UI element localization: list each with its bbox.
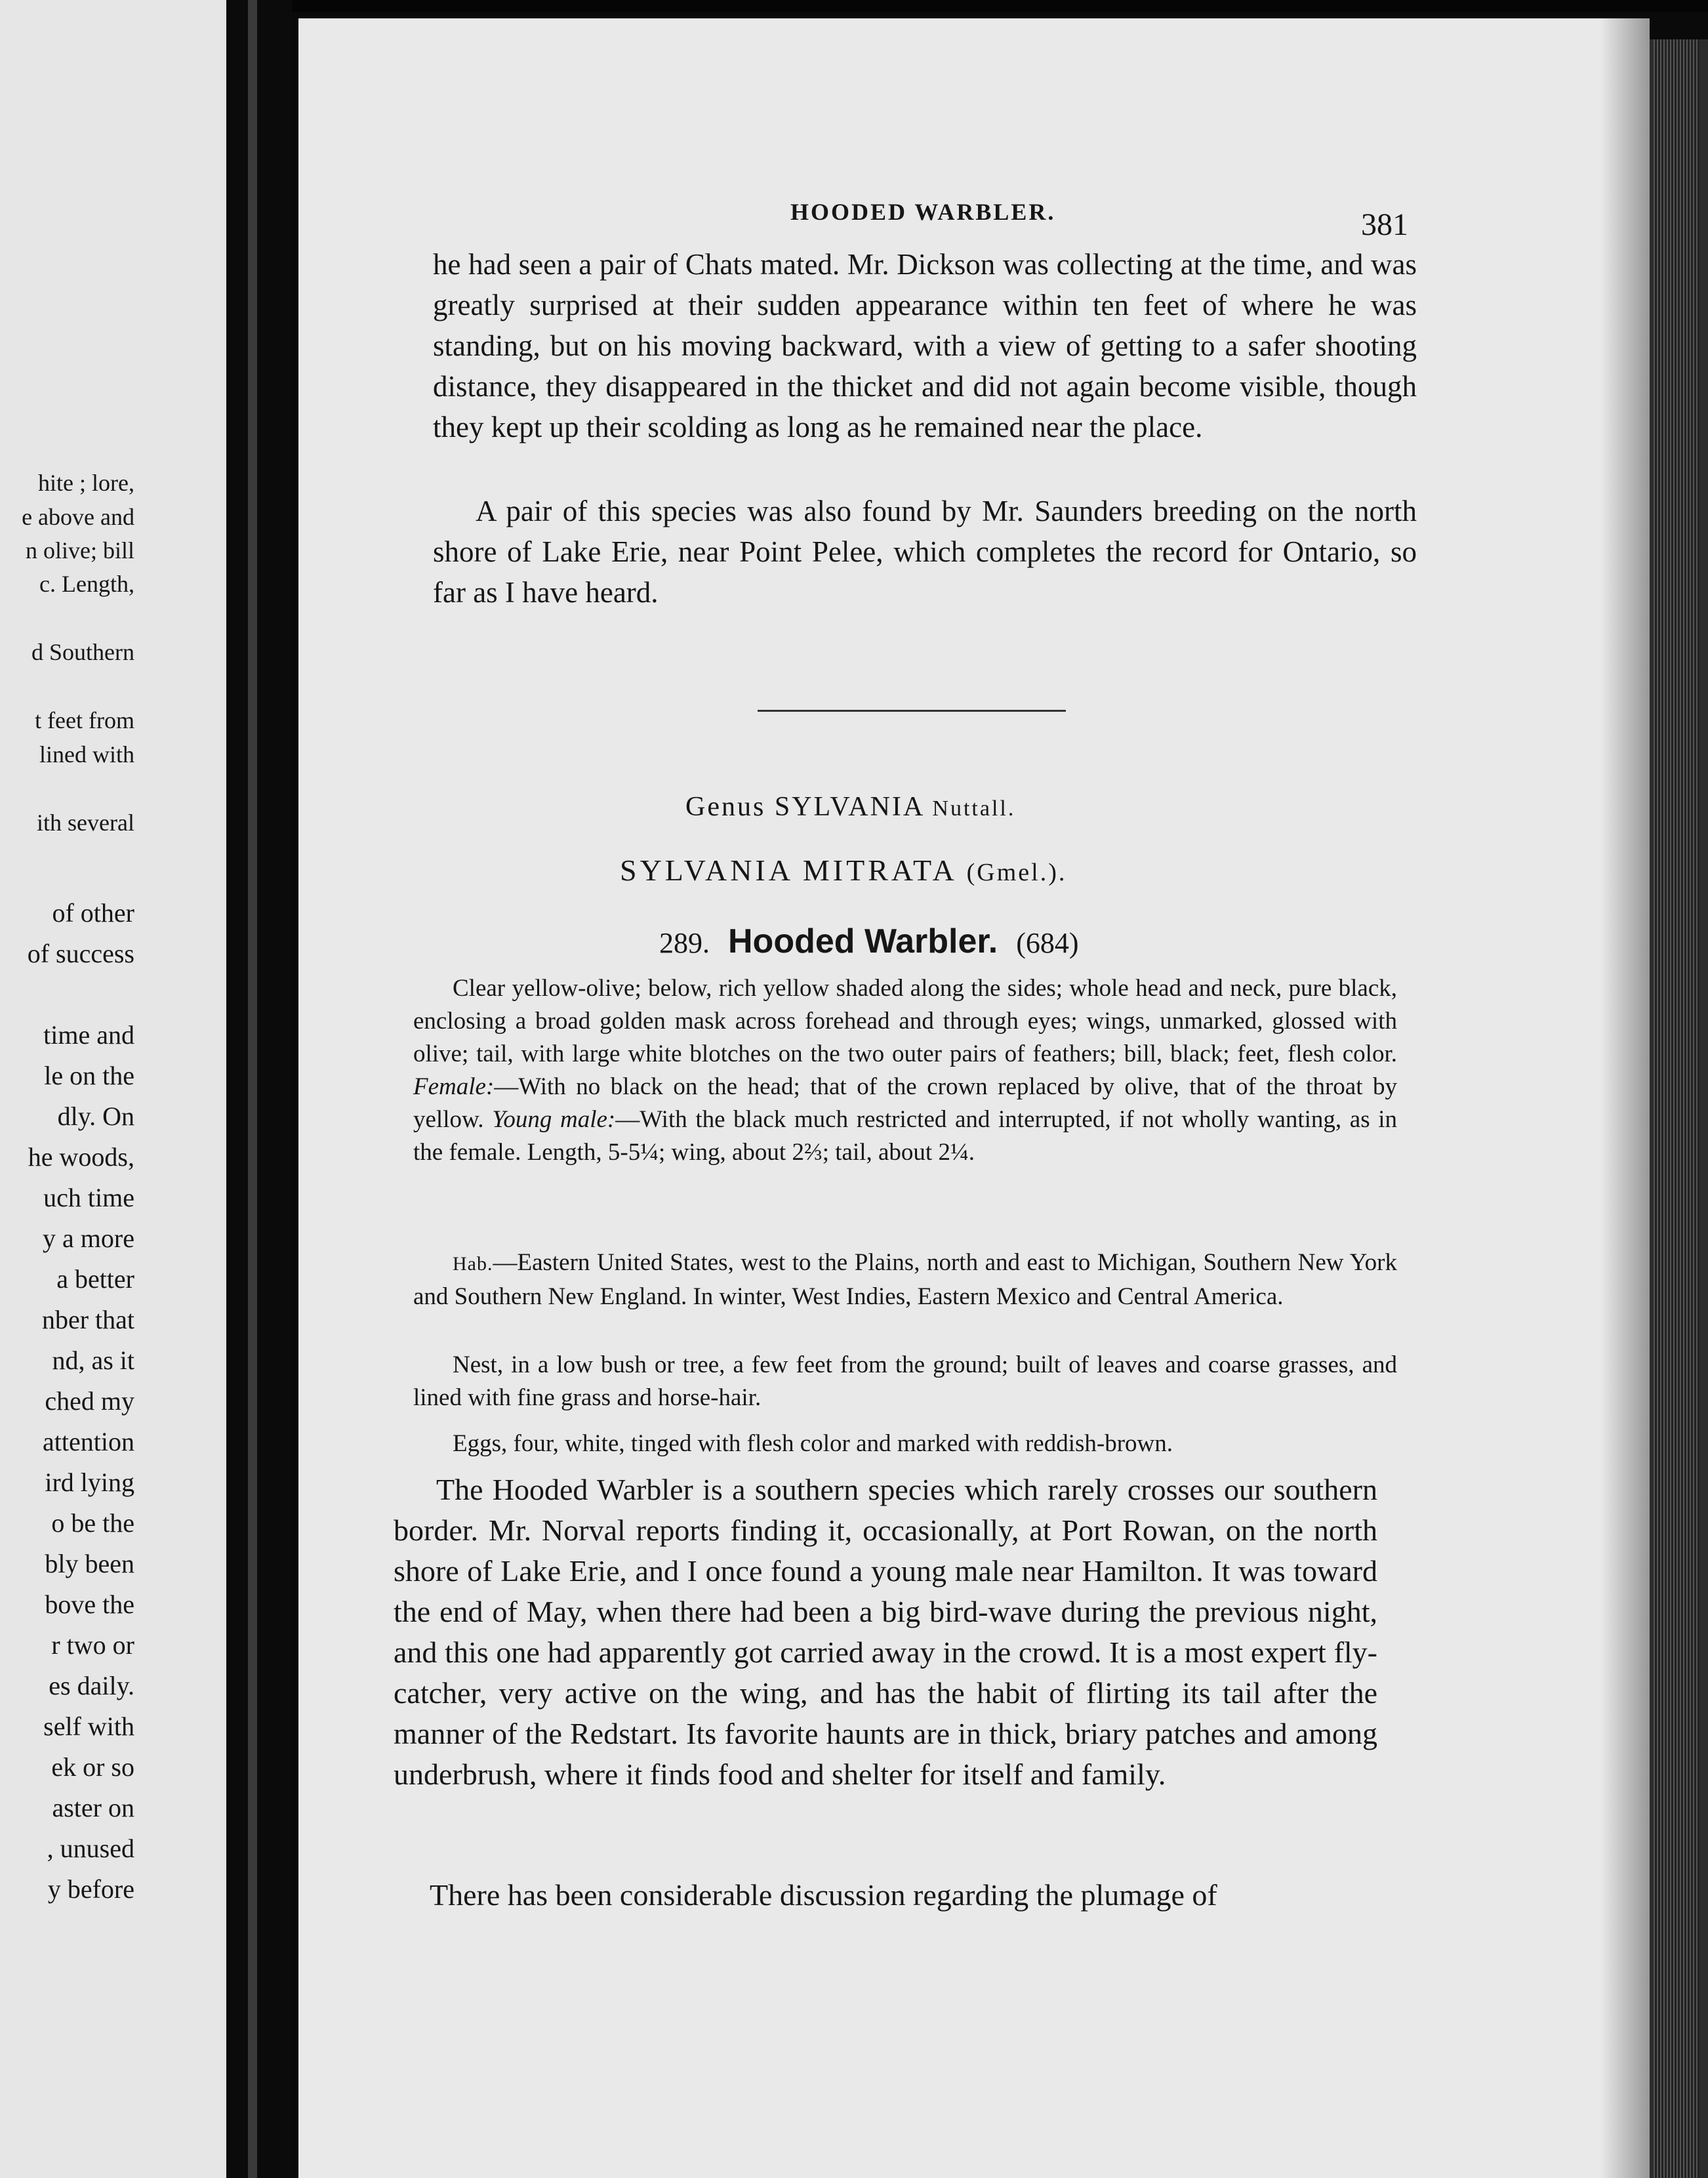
left-page-fragment: attention [43,1427,134,1456]
left-page-fragment: ek or so [51,1752,134,1782]
left-page-fragment: bly been [45,1549,134,1578]
female-description: —With no black on the head; that of the crown replaced by olive, that of the throat by yellow. [413,1073,1397,1133]
left-page-fragment: ched my [45,1386,134,1416]
left-page-fragment: y before [47,1874,134,1904]
left-page-fragment: uch time [43,1183,134,1212]
section-divider [758,710,1066,712]
page-shadow [1600,18,1650,2178]
nest-paragraph: Nest, in a low bush or tree, a few feet from the ground; built of leaves and coarse grasses, and lined with fine grass and horse-hair. [413,1351,1397,1411]
young-male-label: Young male: [492,1106,616,1133]
genus-name: SYLVANIA [774,792,924,822]
left-page-fragment: time and [43,1020,134,1050]
left-page-fragment: lined with [39,741,134,768]
running-header: HOODED WARBLER. [790,199,1056,225]
plumage-description: Clear yellow-olive; below, rich yellow shaded along the sides; whole head and neck, pure black, enclosing a broad golden mask across forehead and through eyes; wings, unmarked, glossed with olive; tail, with large white blotches on the two outer pairs of feathers; bill, black; feet, flesh color. [413,975,1397,1067]
book-gutter [226,0,292,2178]
aou-code: (684) [1016,927,1079,959]
genus-author: Nuttall. [932,796,1016,821]
species-description [413,972,1397,1169]
body-paragraph: The Hooded Warbler is a southern species which rarely crosses our southern border. Mr. Norval reports finding it, occasionally, at Port Rowan, on the north shore of Lake Erie, and I once found a young male near Hamilton. It was toward the end of May, when there had been a big bird-wave during the previous night, and this one had apparently got carried away in the crowd. It is a most expert fly-catcher, very active on the wing, and has the habit of flirting its tail after the manner of the Redstart. Its favorite haunts are in thick, briary patches and among underbrush, where it finds food and shelter for itself and family. [394,1473,1377,1791]
young-male-description: —With the black much restricted and interrupted, if not wholly wanting, as in the female. Length, 5-5¼; wing, about 2⅔; tail, about 2¼. [413,1106,1398,1166]
left-page-fragment: es daily. [49,1671,134,1700]
left-page-fragment: nber that [41,1305,134,1334]
female-label: Female: [413,1073,495,1100]
page-edge [1650,39,1708,2178]
entry-number: 289. [659,927,710,959]
left-page-fragment: hite ; lore, [38,470,134,496]
left-page-fragment: dly. On [57,1101,134,1131]
habitat-text: —Eastern United States, west to the Plains, north and east to Michigan, Southern New York and Southern New England. In winter, West Indies, Eastern Mexico and Central America. [413,1249,1397,1310]
body-paragraph: There has been considerable discussion regarding the plumage of [430,1878,1217,1912]
gutter-highlight [248,0,257,2178]
species-heading [620,853,1067,888]
left-page-fragment: d Southern [31,639,134,665]
species-author: (Gmel.). [966,859,1067,886]
species-name: SYLVANIA MITRATA [620,853,956,887]
left-page-fragment: o be the [51,1508,134,1538]
genus-word: Genus [685,792,766,822]
left-page-fragment: r two or [51,1630,134,1660]
left-page-fragment: self with [43,1712,134,1741]
left-page-fragment: of success [27,939,134,968]
eggs-paragraph: Eggs, four, white, tinged with flesh color and marked with reddish-brown. [453,1430,1173,1457]
left-facing-page [0,0,226,2178]
left-page-fragment: aster on [52,1793,134,1822]
left-page-fragment: , unused [47,1834,134,1863]
left-page-fragment: le on the [44,1061,134,1090]
left-page-fragment: e above and [22,504,134,530]
left-page-fragment: he woods, [28,1142,134,1172]
left-page-fragment: a better [56,1264,134,1294]
left-page-fragment: nd, as it [52,1346,134,1375]
genus-heading [685,791,1015,823]
page-number: 381 [1361,207,1408,242]
left-page-fragment: bove the [45,1590,134,1619]
left-page-fragment: ird lying [45,1468,134,1497]
continued-paragraph: A pair of this species was also found by Mr. Saunders breeding on the north shore of Lake Erie, near Point Pelee, which completes the record for Ontario, so far as I have heard. [433,495,1417,609]
species-entry-heading [659,922,1079,961]
habitat-label: Hab. [453,1253,493,1275]
left-page-fragment: t feet from [35,707,134,733]
left-page-fragment: ith several [37,810,134,836]
continued-paragraph: he had seen a pair of Chats mated. Mr. Dickson was collecting at the time, and was greatly surprised at their sudden appearance within ten feet of where he was standing, but on his moving backward, with a view of getting to a safer shooting distance, they disappeared in the thicket and did not again become visible, though they kept up their scolding as long as he remained near the place. [433,248,1417,443]
habitat-paragraph [413,1246,1397,1313]
common-name: Hooded Warbler. [728,922,998,960]
left-page-fragment: c. Length, [39,571,134,597]
left-page-fragment: of other [52,898,134,928]
left-page-fragment: n olive; bill [26,537,134,564]
left-page-fragment: y a more [43,1223,134,1253]
